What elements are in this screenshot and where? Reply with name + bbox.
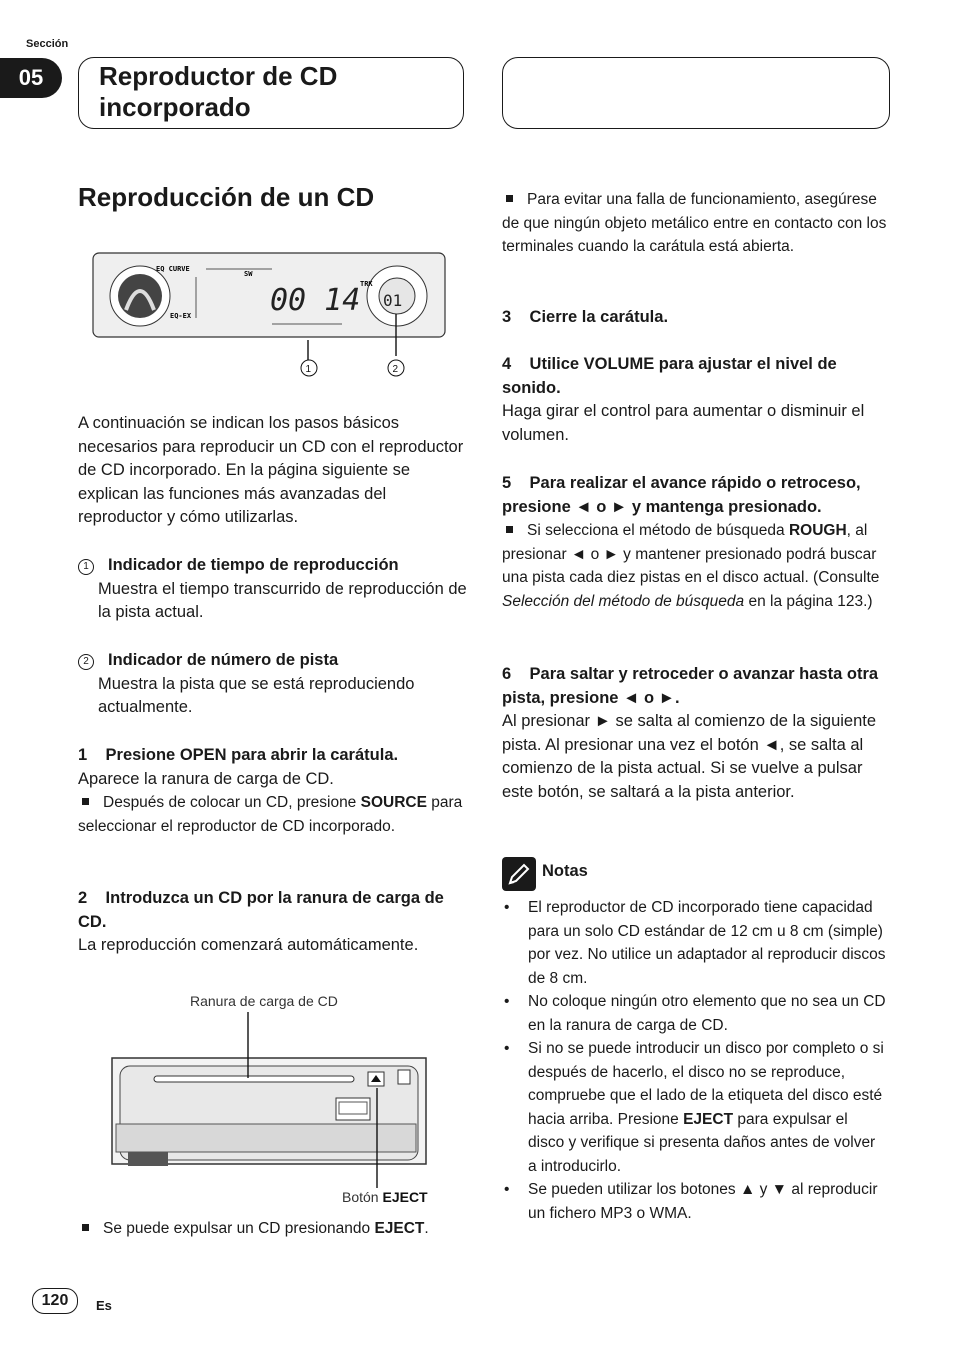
trk-label: TRK — [360, 280, 373, 288]
eject-caption: Botón EJECT — [342, 1189, 428, 1205]
callout-1: 1 — [305, 364, 312, 375]
intro-text: A continuación se indican los pasos básicos necesarios para reproducir un CD con el reproductor de CD incorporado. En la página siguiente se explican las funciones más avanzadas del reproductor y cómo utilizarlas. — [78, 414, 464, 526]
square-bullet-icon — [506, 526, 513, 533]
notes-title: Notas — [542, 862, 588, 880]
step-5: 5 Para realizar el avance rápido o retroceso, presione ◄ o ► y mantenga presionado. Si selecciona el método de búsqueda ROUGH, al presionar ◄ o ► y mantener presionado podrá buscar una pista cada diez pistas en el disco actual. (Consulte Selección del método de búsqueda en la página 123.) — [502, 474, 880, 610]
eq-curve-label: EQ CURVE — [156, 265, 190, 273]
eject-note: Se puede expulsar un CD presionando EJECT. — [78, 1217, 468, 1241]
step-3: 3 Cierre la carátula. — [502, 308, 669, 326]
callout-2: 2 — [392, 364, 399, 375]
step-6: 6 Para saltar y retroceder o avanzar hasta otra pista, presione ◄ o ►. Al presionar ► se salta al comienzo de la siguiente pista. Al presionar una vez el botón ◄, se salta al comienzo de la pista actual. Si se vuelve a pulsar este botón, se saltará a la pista anterior. — [502, 665, 879, 801]
section-label: Sección — [26, 38, 69, 50]
item-track-number: 2 Indicador de número de pista Muestra la pista que se está reproduciendo actualmente. — [78, 649, 468, 720]
language-code: Es — [96, 1298, 112, 1313]
square-bullet-icon — [82, 1224, 89, 1231]
track-readout: 01 — [383, 291, 403, 310]
item-playback-time: 1 Indicador de tiempo de reproducción Muestra el tiempo transcurrido de reproducción de la pista actual. — [78, 554, 468, 625]
cd-slot-figure — [110, 1012, 430, 1212]
display-figure — [92, 252, 446, 382]
square-bullet-icon — [506, 195, 513, 202]
chapter-header-box — [78, 57, 464, 129]
sw-label: SW — [244, 270, 253, 278]
step-1: 1 Presione OPEN para abrir la carátula. Aparece la ranura de carga de CD. Después de colocar un CD, presione SOURCE para seleccionar el reproductor de CD incorporado. — [78, 746, 463, 835]
square-bullet-icon — [82, 798, 89, 805]
time-readout: 00 14 — [270, 283, 361, 318]
chapter-title: Reproductor de CD incorporado — [99, 61, 338, 122]
page-title: Reproducción de un CD — [78, 182, 375, 212]
step-2: 2 Introduzca un CD por la ranura de carga de CD. La reproducción comenzará automáticamente. — [78, 889, 444, 954]
eq-ex-label: EQ-EX — [170, 312, 192, 320]
page-number: 120 — [32, 1288, 78, 1314]
list-item: • Si no se puede introducir un disco por completo o si después de hacerlo, el disco no se reproduce, compruebe que el lado de la etiqueta del disco esté hacia arriba. Presione EJECT para expulsar el disco y verifique si presenta daños antes de volver a introducirlo. — [502, 1037, 888, 1178]
notes-list — [502, 896, 888, 1225]
empty-header-box — [502, 57, 890, 129]
step-4: 4 Utilice VOLUME para ajustar el nivel de sonido. Haga girar el control para aumentar o disminuir el volumen. — [502, 355, 865, 444]
list-item: • El reproductor de CD incorporado tiene capacidad para un solo CD estándar de 12 cm u 8 cm (simple) por vez. No utilice un adaptador al reproducir discos de 8 cm. — [502, 896, 888, 990]
section-number-badge: 05 — [0, 58, 62, 98]
warning-note: Para evitar una falla de funcionamiento, asegúrese de que ningún objeto metálico entre en contacto con los terminales cuando la carátula está abierta. — [502, 191, 887, 255]
list-item: • No coloque ningún otro elemento que no sea un CD en la ranura de carga de CD. — [502, 990, 888, 1037]
callout-number: 1 — [78, 559, 94, 575]
pencil-icon — [502, 857, 536, 891]
slot-caption: Ranura de carga de CD — [190, 993, 338, 1009]
list-item: • Se pueden utilizar los botones ▲ y ▼ al reproducir un fichero MP3 o WMA. — [502, 1178, 888, 1225]
callout-number: 2 — [78, 654, 94, 670]
